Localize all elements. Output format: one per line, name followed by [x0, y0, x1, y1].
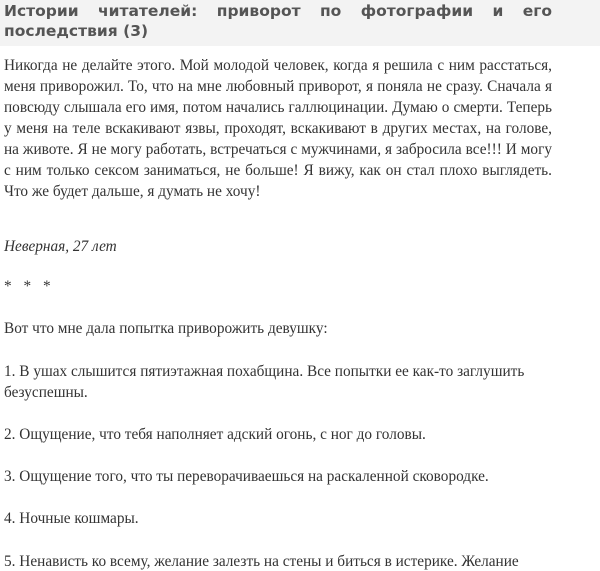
story-text: [4, 55, 552, 202]
list-intro: Вот что мне дала попытка приворожить девушку:: [4, 320, 328, 337]
article-title: Истории читателей: приворот по фотографии и его последствия (3): [4, 2, 552, 40]
list-item-4: 4. Ночные кошмары.: [4, 510, 139, 527]
list-item-5: 5. Ненависть ко всему, желание залезть на стены и биться в истерике. Желание: [4, 553, 519, 570]
story-signature: Неверная, 27 лет: [4, 238, 117, 255]
list-item-2: 2. Ощущение, что тебя наполняет адский огонь, с ног до головы.: [4, 426, 426, 443]
story-paragraph: Никогда не делайте этого. Мой молодой человек, когда я решила с ним расстаться, меня приворожил. То, что на мне любовный приворот, я поняла не сразу. Сначала я повсюду слышала его имя, потом начались галлюцинации. Думаю о смерти. Теперь у меня на теле вскакивают язвы, проходят, вскакивают в других местах, на голове, на животе. Я не могу работать, встречаться с мужчинами, я забросила все!!! И могу с ним только сексом заниматься, не больше! Я вижу, как он стал плохо выглядеть. Что же будет дальше, я думать не хочу!: [4, 57, 552, 200]
title-bar: [0, 0, 600, 46]
section-separator: * * *: [4, 278, 55, 295]
list-item-1: 1. В ушах слышится пятиэтажная похабщина. Все попытки ее как-то заглушить безуспешны.: [4, 363, 525, 401]
list-item-3: 3. Ощущение того, что ты переворачиваешься на раскаленной сковородке.: [4, 468, 489, 485]
